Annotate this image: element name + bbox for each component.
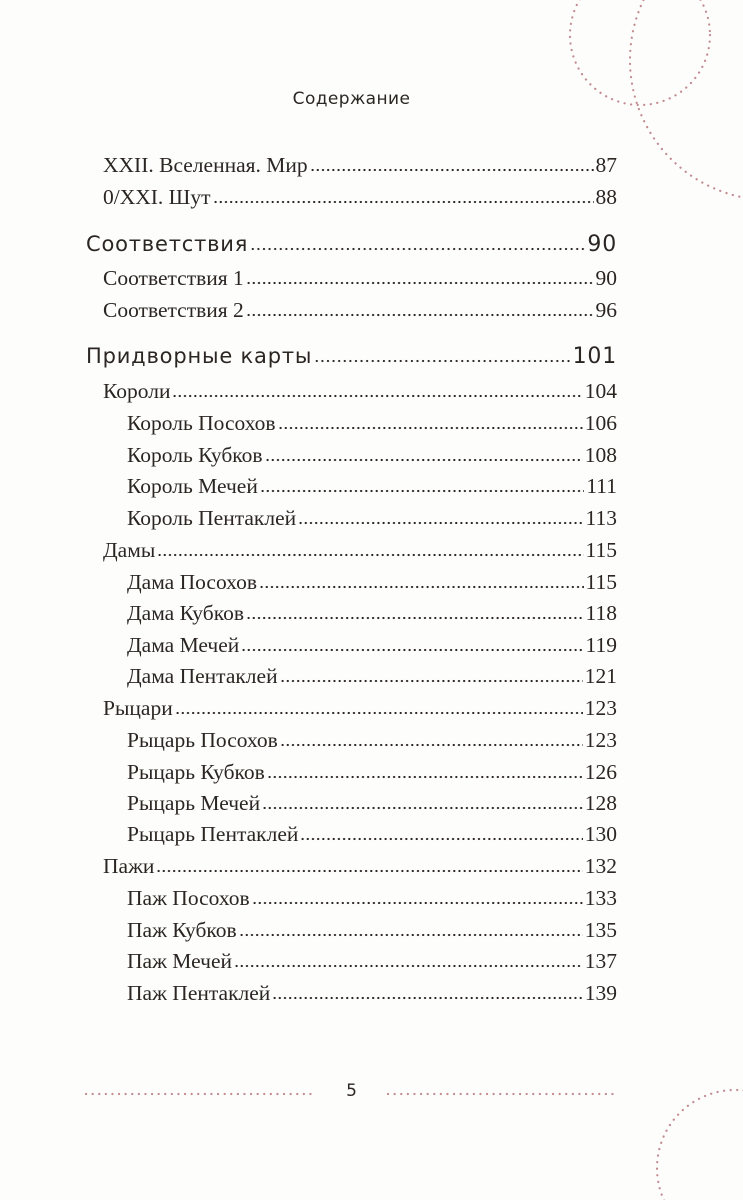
toc-entry [0, 632, 617, 658]
dot-leader [310, 168, 594, 172]
toc-entry-title: Соответствия 2 [103, 298, 244, 322]
dot-leader [246, 281, 594, 285]
toc-entry-page: 115 [585, 570, 617, 594]
toc-entry-page: 123 [584, 728, 617, 752]
toc-entry-title: Рыцарь Мечей [127, 791, 261, 815]
toc-entry-page: 101 [572, 344, 617, 369]
toc-entry-page: 90 [587, 232, 617, 257]
toc-entry-title: Паж Кубков [127, 918, 237, 942]
toc-entry [0, 378, 617, 404]
toc-entry-title: Паж Посохов [127, 886, 250, 910]
toc-entry-page: 113 [585, 506, 617, 530]
toc-entry-page: 128 [584, 791, 617, 815]
toc-entry [0, 821, 617, 847]
toc-entry [0, 885, 617, 911]
toc-entry-page: 106 [584, 411, 617, 435]
toc-entry-page: 139 [584, 981, 617, 1005]
toc-entry [0, 473, 617, 499]
toc-entry-page: 96 [595, 298, 617, 322]
toc-entry-title: Рыцарь Посохов [127, 728, 278, 752]
toc-entry-page: 115 [585, 538, 617, 562]
toc-entry [0, 727, 617, 753]
toc-entry [0, 442, 617, 468]
toc-entry-title: Дама Мечей [127, 633, 240, 657]
toc-entry-title: Соответствия [86, 232, 249, 256]
toc-entry [0, 695, 617, 721]
toc-entry [0, 537, 617, 563]
dot-leader [252, 901, 583, 905]
toc-entry-title: Король Кубков [127, 443, 263, 467]
toc-entry-page: 119 [585, 633, 617, 657]
toc-entry [0, 569, 617, 595]
toc-entry-page: 132 [584, 854, 617, 878]
toc-entry [0, 297, 617, 323]
toc-entry-title: Придворные карты [86, 344, 313, 368]
dot-leader [175, 711, 583, 715]
dot-leader [272, 996, 582, 1000]
toc-entry [0, 853, 617, 879]
toc-entry-page: 88 [595, 185, 617, 209]
toc-entry-title: Рыцарь Пентаклей [127, 822, 299, 846]
toc-entry [0, 980, 617, 1006]
toc-entry-title: Пажи [103, 854, 155, 878]
dot-leader [239, 933, 583, 937]
toc-entry [0, 663, 617, 689]
dot-leader [241, 648, 583, 652]
toc-entry [0, 948, 617, 974]
toc-entry-title: Рыцари [103, 696, 173, 720]
toc-entry-title: Соответствия 1 [103, 266, 244, 290]
toc-entry-page: 104 [584, 379, 617, 403]
toc-entry-title: Дама Пентаклей [127, 664, 278, 688]
toc-entry-page: 108 [584, 443, 617, 467]
toc-entry [0, 231, 617, 258]
dot-leader [156, 869, 582, 873]
toc-entry [0, 410, 617, 436]
toc-entry [0, 759, 617, 785]
toc-entry-title: Король Мечей [127, 474, 258, 498]
dot-leader [314, 359, 570, 363]
toc-entry [0, 152, 617, 178]
toc-entry [0, 505, 617, 531]
toc-entry-title: Дамы [103, 538, 156, 562]
dot-leader [300, 837, 582, 841]
toc-entry-title: XXII. Вселенная. Мир [103, 153, 308, 177]
dot-leader [262, 806, 583, 810]
toc-entry [0, 600, 617, 626]
toc-entry-title: Рыцарь Кубков [127, 760, 265, 784]
toc-entry-page: 130 [584, 822, 617, 846]
toc-entry-page: 126 [584, 760, 617, 784]
dot-leader [260, 489, 584, 493]
toc-entry-title: 0/XXI. Шут [103, 185, 211, 209]
toc-entry-page: 90 [595, 266, 617, 290]
toc-entry-title: Паж Мечей [127, 949, 233, 973]
toc-entry-title: Король Пентаклей [127, 506, 297, 530]
toc-entry-page: 111 [586, 474, 617, 498]
dot-leader [250, 247, 585, 251]
dot-leader [265, 458, 583, 462]
dot-leader [246, 313, 594, 317]
toc-entry [0, 265, 617, 291]
running-head: Содержание [292, 89, 411, 109]
toc-entry-page: 118 [585, 601, 617, 625]
toc-entry-title: Короли [103, 379, 171, 403]
toc-entry-page: 135 [584, 918, 617, 942]
toc-entry [0, 917, 617, 943]
dot-leader [213, 200, 594, 204]
toc-entry-title: Король Посохов [127, 411, 276, 435]
dotted-circle-bottom [657, 1090, 743, 1200]
dot-leader [267, 775, 583, 779]
dot-leader [246, 616, 584, 620]
toc-entry-page: 137 [584, 949, 617, 973]
toc-entry-title: Паж Пентаклей [127, 981, 271, 1005]
page-number: 5 [346, 1081, 357, 1101]
toc-entry-page: 87 [595, 153, 617, 177]
dot-leader [280, 743, 583, 747]
toc-entry [0, 790, 617, 816]
dot-leader [298, 521, 583, 525]
toc-entry-page: 133 [584, 886, 617, 910]
toc-entry-page: 123 [584, 696, 617, 720]
dot-leader [259, 585, 584, 589]
dot-leader [157, 553, 583, 557]
toc-entry-title: Дама Посохов [127, 570, 257, 594]
dot-leader [234, 964, 583, 968]
toc-entry [0, 343, 617, 370]
dot-leader [280, 679, 583, 683]
toc-entry-title: Дама Кубков [127, 601, 244, 625]
toc-entry [0, 184, 617, 210]
dot-leader [278, 426, 583, 430]
toc-entry-page: 121 [584, 664, 617, 688]
dot-leader [172, 394, 582, 398]
